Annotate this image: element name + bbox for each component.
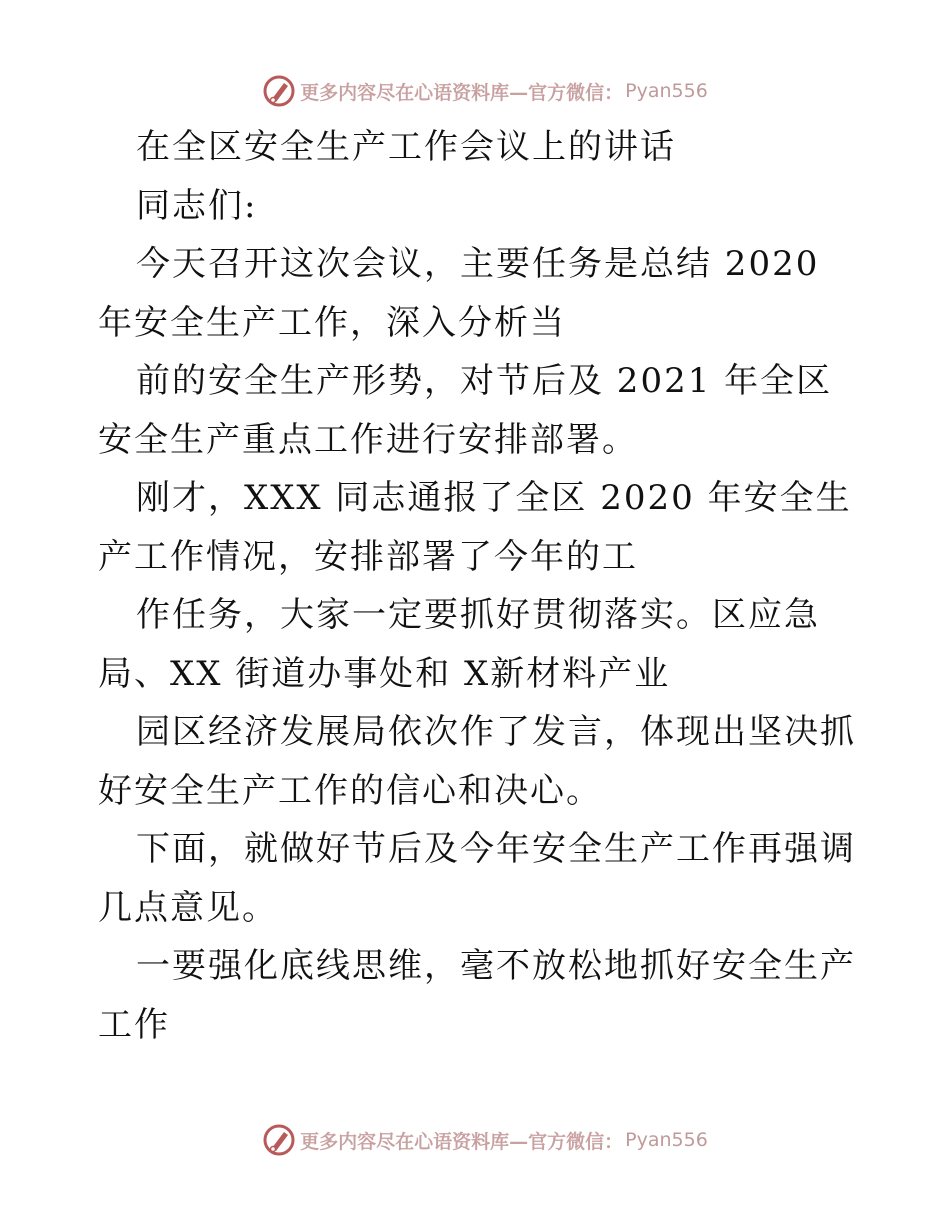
banner-wechat-id: Pyan556 [625,80,708,102]
header-watermark-banner [0,71,950,111]
paragraph: 园区经济发展局依次作了发言，体现出坚决抓好安全生产工作的信心和决心。 [98,712,856,811]
paragraph: 刚才，XXX 同志通报了全区 2020 年安全生产工作情况，安排部署了今年的工 [98,478,852,577]
document-body [98,118,858,1054]
pen-logo-icon [262,74,296,108]
banner-wechat-id: Pyan556 [625,1129,708,1151]
paragraph: 作任务，大家一定要抓好贯彻落实。区应急局、XX 街道办事处和 X新材料产业 [98,595,820,694]
banner-text: 更多内容尽在心语资料库—官方微信： [300,1130,624,1153]
pen-logo-icon [262,1123,296,1157]
salutation: 同志们: [136,185,258,226]
speech-title: 在全区安全生产工作会议上的讲话 [136,127,676,167]
paragraph: 下面，就做好节后及今年安全生产工作再强调几点意见。 [98,829,856,928]
footer-watermark-banner [0,1120,950,1160]
paragraph: 今天召开这次会议，主要任务是总结 2020 年安全生产工作，深入分析当 [98,244,820,343]
paragraph: 前的安全生产形势，对节后及 2021 年全区安全生产重点工作进行安排部署。 [98,361,833,460]
banner-text: 更多内容尽在心语资料库—官方微信： [300,81,624,104]
paragraph: 一要强化底线思维，毫不放松地抓好安全生产工作 [98,946,856,1045]
